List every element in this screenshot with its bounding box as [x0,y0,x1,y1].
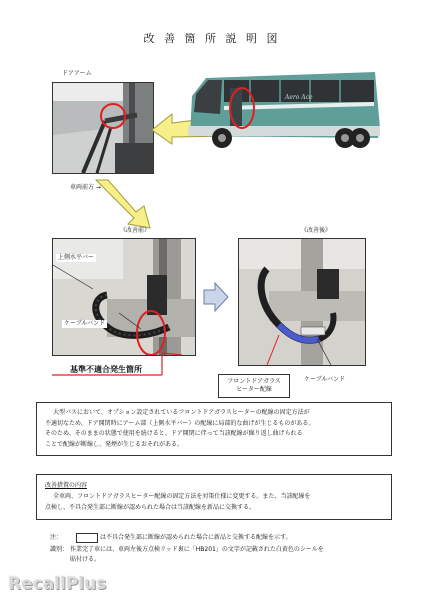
note-label: 注： [50,534,63,541]
description-line-1: 大型バスにおいて、オプション設定されているフロントドアガラスヒーターの配線の固定方法が [53,409,310,416]
door-arm-label: ドアアーム [62,70,92,77]
description-line-4: ことで配線が断線し、発煙が生じるおそれがある。 [45,440,184,448]
bus-logo-text: Aero Ace [285,94,313,101]
yellow-arrow-down-icon [92,178,162,230]
page-title: 改 善 箇 所 説 明 図 [143,32,281,45]
identification-line-2: 貼付ける。 [70,556,101,563]
bus-illustration [180,66,385,152]
description-box [36,402,392,456]
defect-location-label: 基準不適合発生箇所 [70,365,142,374]
blue-arrow-right-icon [203,282,229,312]
heater-wiring-label-box [218,374,290,398]
upper-horizontal-bar-label: 上側水平バー [58,254,95,261]
heater-wiring-label-line1: フロントドアガラス [227,378,281,385]
after-wiring-illustration [239,239,365,365]
cable-band-after-label: ケーブルバンド [304,376,346,383]
door-arm-illustration [53,83,153,173]
note-text: は不具合発生部に断線が認められた場合に新品と交換する配線を示す。 [100,534,292,541]
measures-box [36,474,392,520]
cable-band-before-label: ケーブルバンド [64,320,106,327]
identification-line-1: 作業完了車には、車両左後方点検リッド裏に「HB201」の文字が記載された白黄色のシールを [70,546,324,553]
identification-label: 識別： [50,546,69,553]
door-arm-photo [52,82,154,174]
watermark-logo: RecallPlus [8,574,107,594]
before-caption: 《改善前》 [120,227,151,234]
measures-title: 改善措置の内容 [45,482,88,489]
measures-line-2: 点検し、不具合発生部に断線が認められた場合は当該配線を新品に交換する。 [45,503,256,511]
measures-line-1: 全車両、フロントドアガラスヒーター配線の固定方法を対策仕様に変更する。また、当該配線を [53,493,311,500]
note-legend-box [76,533,98,543]
description-line-3: そのため、そのままの状態で使用を続けると、ドア開閉に伴って当該配線が繰り返し曲げられる [45,430,303,437]
after-caption: 《改善後》 [301,227,332,234]
heater-wiring-label-line2: ヒーター配線 [236,386,272,393]
description-line-2: 不適切なため、ドア開閉時にアーム部（上側水平バー）の配線に局部的な曲げが生じるものがある。 [45,419,315,427]
vehicle-front-label: 車両前方 → [70,184,101,191]
after-photo [238,238,366,366]
